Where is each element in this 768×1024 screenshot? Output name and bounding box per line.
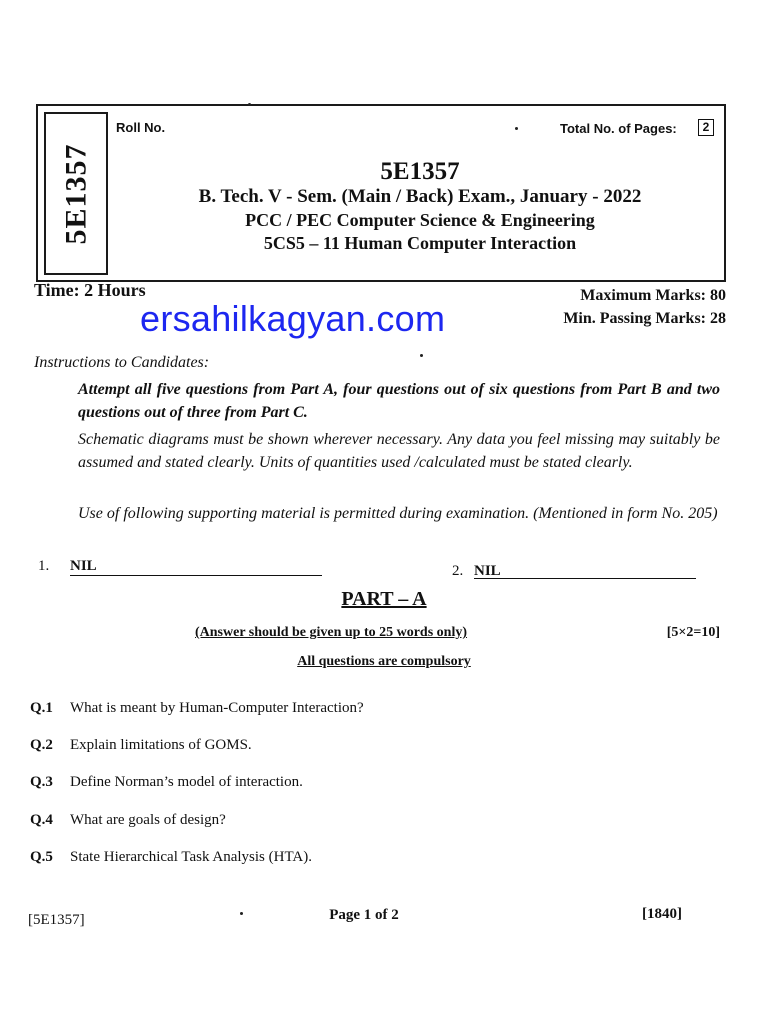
time-label: Time: 2 Hours [34, 280, 146, 300]
question-number: Q.1 [30, 700, 53, 716]
footer-code: [5E1357] [28, 912, 85, 928]
compulsory-note: All questions are compulsory [297, 654, 471, 669]
material-2-underline [474, 578, 696, 579]
question-number: Q.5 [30, 849, 53, 865]
question-text: Define Norman’s model of interaction. [70, 774, 303, 790]
scan-speck [240, 912, 243, 915]
instruction-3: Use of following supporting material is permitted during examination. (Mentioned in form No. 205) [78, 505, 718, 522]
min-marks: Min. Passing Marks: 28 [563, 310, 726, 327]
paper-code: 5E1357 [380, 158, 460, 185]
answer-note: (Answer should be given up to 25 words only) [195, 625, 468, 640]
question-text: What are goals of design? [70, 812, 226, 828]
question-row [30, 737, 252, 754]
material-2-number: 2. [452, 563, 464, 579]
watermark-text: ersahilkagyan.com [140, 298, 446, 339]
part-a-marks: [5×2=10] [666, 625, 720, 640]
question-row [30, 700, 364, 717]
scan-speck [420, 354, 423, 357]
material-2-value: NIL [474, 563, 501, 579]
material-1-underline [70, 575, 322, 576]
subject-line: 5CS5 – 11 Human Computer Interaction [263, 233, 577, 253]
scan-speck [248, 103, 251, 106]
instruction-2: Schematic diagrams must be shown wherever necessary. Any data you feel missing may suitably be assumed and stated clearly. Units of quantities used /calculated must be stated clearly. [78, 431, 720, 471]
question-number: Q.2 [30, 737, 53, 753]
question-row [30, 812, 226, 829]
roll-no-label: Roll No. [116, 120, 166, 135]
scan-speck [515, 127, 518, 130]
question-text: What is meant by Human-Computer Interaction? [70, 700, 364, 716]
instruction-1: Attempt all five questions from Part A, four questions out of six questions from Part B and two questions out of three from Part C. [78, 381, 720, 421]
part-a-title: PART – A [341, 588, 427, 610]
question-text: Explain limitations of GOMS. [70, 737, 252, 753]
total-pages-value: 2 [698, 119, 714, 136]
question-row [30, 774, 303, 791]
footer-number: [1840] [642, 906, 682, 922]
branch-line: PCC / PEC Computer Science & Engineering [245, 210, 595, 230]
question-number: Q.4 [30, 812, 53, 828]
question-number: Q.3 [30, 774, 53, 790]
max-marks: Maximum Marks: 80 [580, 287, 726, 304]
instructions-heading: Instructions to Candidates: [34, 354, 210, 371]
total-pages-label: Total No. of Pages: [560, 121, 677, 136]
question-text: State Hierarchical Task Analysis (HTA). [70, 849, 312, 865]
footer-page: Page 1 of 2 [329, 907, 399, 923]
material-1-number: 1. [38, 558, 50, 574]
exam-line: B. Tech. V - Sem. (Main / Back) Exam., January - 2022 [198, 186, 642, 207]
material-1-value: NIL [70, 558, 97, 574]
side-code: 5E1357 [59, 142, 93, 245]
question-row [30, 849, 312, 866]
